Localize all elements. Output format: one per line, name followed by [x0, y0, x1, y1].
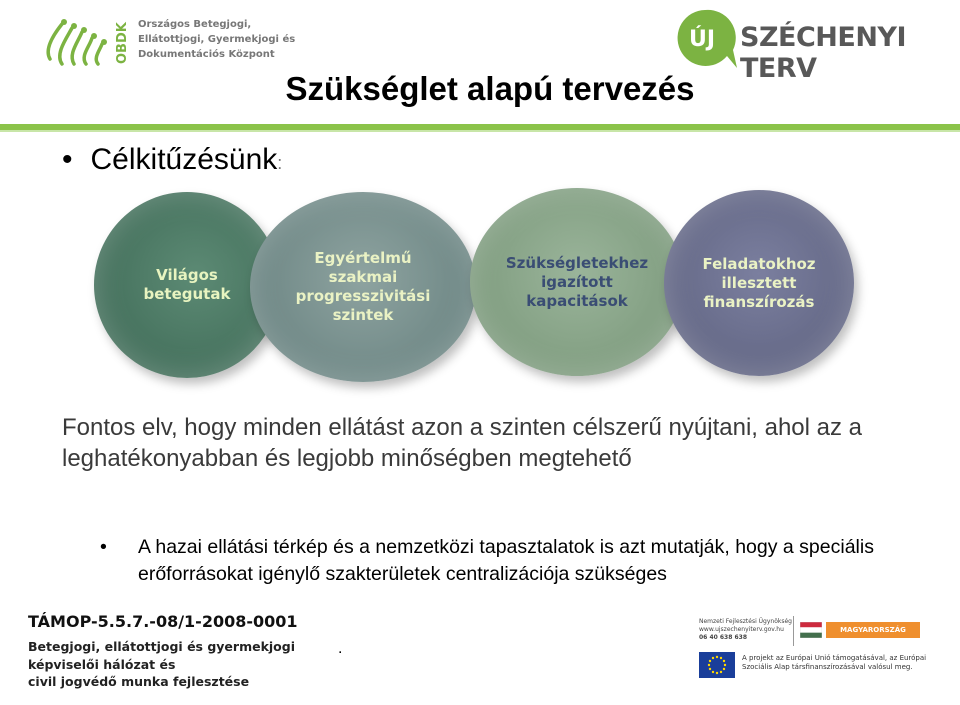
nfu-line: Nemzeti Fejlesztési Ügynökség	[699, 618, 792, 625]
circle-text-line: Egyértelmű	[314, 249, 412, 267]
szechenyi-terv-text: SZÉCHENYI TERV	[740, 22, 907, 84]
project-description	[28, 638, 295, 691]
goal-bullet	[62, 143, 282, 177]
circle-text-line: szakmai	[328, 268, 398, 286]
header-divider-light	[0, 130, 960, 132]
footer-dot: .	[338, 640, 343, 657]
bullet-dot: •	[100, 536, 107, 558]
circle-task-based-financing	[664, 190, 854, 376]
sub-bullet-text: A hazai ellátási térkép és a nemzetközi tapasztalatok is azt mutatják, hogy a speciális erőforrásokat igénylő szakterületek centralizációja szükséges	[138, 536, 874, 585]
hungary-renews-banner: MAGYARORSZÁG MEGÚJUL	[826, 622, 920, 638]
circle-text-line: Szükségletekhez	[505, 253, 649, 272]
circle-text-line: Világos	[156, 266, 218, 284]
hungarian-flag-icon	[800, 622, 822, 638]
circle-progressivity-levels	[250, 192, 476, 382]
obdk-org-line: Országos Betegjogi,	[138, 19, 252, 30]
slide-header	[0, 0, 960, 125]
page-title-text: Szükséglet alapú tervezés	[285, 70, 695, 107]
circle-text-line: finanszírozás	[703, 292, 815, 311]
goal-colon: :	[277, 153, 283, 173]
project-description-line: képviselői hálózat és	[28, 656, 176, 672]
goal-label: Célkitűzésünk	[90, 143, 278, 176]
circle-text-line: Feladatokhoz	[702, 254, 816, 273]
principle-paragraph: Fontos elv, hogy minden ellátást azon a szinten célszerű nyújtani, ahol az a leghatékonyabban és legjobb minőségben megtehető	[62, 414, 863, 472]
obdk-org-line: Ellátottjogi, Gyermekjogi és	[138, 34, 296, 45]
project-code: TÁMOP-5.5.7.-08/1-2008-0001	[28, 612, 298, 631]
nfu-line: www.ujszechenyiterv.gov.hu	[699, 626, 784, 633]
circle-need-based-capacities	[470, 188, 684, 376]
project-description-line: Betegjogi, ellátottjogi és gyermekjogi	[28, 639, 295, 654]
project-description-line: civil jogvédő munka fejlesztése	[28, 674, 250, 689]
obdk-letters: OBDK	[115, 22, 130, 64]
eu-flag-icon	[699, 652, 735, 678]
circle-text-line: illesztett	[721, 273, 797, 292]
circle-text-line: betegutak	[143, 285, 231, 303]
circle-text-line: szintek	[332, 306, 394, 324]
eu-funding-text: A projekt az Európai Unió támogatásával, az Európai Szociális Alap társfinanszírozásával valósul meg.	[742, 654, 927, 671]
obdk-org-line: Dokumentációs Központ	[138, 49, 275, 60]
szechenyi-badge-text: ÚJ	[689, 27, 716, 52]
nfu-info	[699, 618, 792, 642]
page-title	[0, 70, 960, 108]
circle-text-line: igazított	[541, 272, 613, 291]
nfu-line: 06 40 638 638	[699, 634, 748, 641]
circle-text-line: progresszivitási	[295, 287, 431, 305]
obdk-organization-name	[138, 17, 295, 62]
footer-separator	[793, 616, 794, 646]
bullet-dot: •	[62, 143, 73, 176]
circle-text-line: kapacitások	[526, 291, 628, 310]
